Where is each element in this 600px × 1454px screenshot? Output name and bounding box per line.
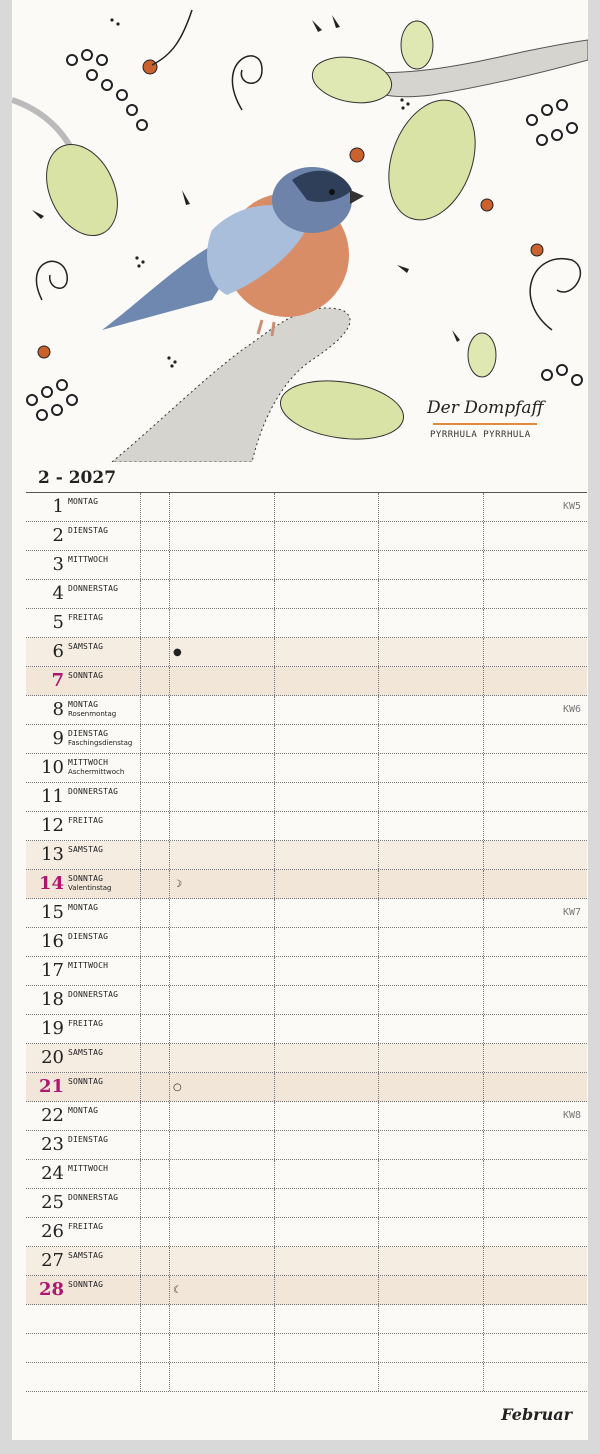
day-number: 12 [41,815,64,836]
day-number: 4 [52,583,64,604]
column-divider [140,928,141,956]
day-number: 24 [41,1163,64,1184]
day-number: 13 [41,844,64,865]
day-number: 3 [52,554,64,575]
day-rows [26,493,587,1392]
column-divider [483,899,484,927]
day-row[interactable] [26,522,587,551]
weekday-name: SONNTAG [68,874,104,883]
column-divider [378,928,379,956]
column-divider [378,1276,379,1304]
column-divider [483,1305,484,1333]
column-divider [378,667,379,695]
column-divider [378,1247,379,1275]
column-divider [483,551,484,579]
column-divider [483,1015,484,1043]
day-row[interactable] [26,1044,587,1073]
column-divider [140,1131,141,1159]
column-divider [140,638,141,666]
weekday-name: SONNTAG [68,1077,104,1086]
column-divider [274,1218,275,1246]
column-divider [140,696,141,724]
column-divider [140,493,141,521]
column-divider [274,667,275,695]
moon-phase-icon: ○ [173,1082,182,1093]
column-divider [483,957,484,985]
day-row[interactable] [26,638,587,667]
weekday-name: DIENSTAG [68,729,109,738]
day-number: 19 [41,1018,64,1039]
column-divider [140,1305,141,1333]
column-divider [483,841,484,869]
day-number: 1 [52,496,64,517]
day-row[interactable] [26,725,587,754]
column-divider [378,783,379,811]
column-divider [378,1189,379,1217]
column-divider [378,957,379,985]
column-divider [483,725,484,753]
week-number: KW7 [562,907,581,918]
column-divider [140,1247,141,1275]
column-divider [378,638,379,666]
column-divider [169,1015,170,1043]
day-row[interactable] [26,493,587,522]
column-divider [169,957,170,985]
column-divider [169,754,170,782]
species-title: Der Dompfaff [427,398,544,418]
moon-phase-icon: ☾ [173,1285,182,1296]
column-divider [274,1334,275,1362]
column-divider [169,638,170,666]
column-divider [378,580,379,608]
column-divider [483,1160,484,1188]
column-divider [483,1247,484,1275]
column-divider [274,609,275,637]
weekday-name: DIENSTAG [68,1135,109,1144]
column-divider [483,1334,484,1362]
column-divider [169,1189,170,1217]
weekday-name: SAMSTAG [68,845,104,854]
column-divider [483,1276,484,1304]
column-divider [140,1218,141,1246]
column-divider [140,1363,141,1391]
column-divider [483,783,484,811]
column-divider [378,899,379,927]
column-divider [483,1363,484,1391]
day-row[interactable] [26,899,587,928]
month-label: 2 - 2027 [38,468,117,488]
weekday-name: MONTAG [68,497,99,506]
column-divider [169,1160,170,1188]
weekday-name: SAMSTAG [68,1048,104,1057]
column-divider [483,609,484,637]
column-divider [140,1102,141,1130]
column-divider [274,725,275,753]
column-divider [274,899,275,927]
column-divider [140,667,141,695]
column-divider [483,1218,484,1246]
column-divider [169,667,170,695]
column-divider [274,638,275,666]
column-divider [378,841,379,869]
weekday-name: MONTAG [68,903,99,912]
column-divider [140,754,141,782]
column-divider [274,870,275,898]
column-divider [169,1073,170,1101]
column-divider [378,870,379,898]
species-latin-name: PYRRHULA PYRRHULA [430,430,531,440]
day-row[interactable] [26,1131,587,1160]
day-row[interactable] [26,667,587,696]
day-number: 22 [41,1105,64,1126]
holiday-name: Faschingsdienstag [68,739,133,747]
calendar-grid [26,464,587,1392]
day-number: 20 [41,1047,64,1068]
column-divider [274,986,275,1014]
day-row[interactable] [26,1276,587,1305]
column-divider [169,580,170,608]
day-number: 25 [41,1192,64,1213]
column-divider [140,580,141,608]
holiday-name: Aschermittwoch [68,768,125,776]
column-divider [274,1102,275,1130]
weekday-name: FREITAG [68,816,104,825]
day-row[interactable] [26,1218,587,1247]
weekday-name: FREITAG [68,1222,104,1231]
day-row[interactable] [26,1015,587,1044]
column-divider [483,493,484,521]
day-row[interactable] [26,928,587,957]
column-divider [378,1131,379,1159]
column-divider [140,1334,141,1362]
weekday-name: FREITAG [68,613,104,622]
column-divider [169,1044,170,1072]
calendar-page [12,0,588,1440]
day-row[interactable] [26,870,587,899]
column-divider [274,1247,275,1275]
column-divider [140,870,141,898]
day-row[interactable] [26,754,587,783]
column-divider [140,957,141,985]
weekday-name: DIENSTAG [68,526,109,535]
column-divider [140,1073,141,1101]
bullfinch-illustration [12,0,588,462]
day-number: 10 [41,757,64,778]
day-row[interactable] [26,551,587,580]
column-divider [483,696,484,724]
day-number: 6 [52,641,64,662]
column-divider [378,1218,379,1246]
column-divider [140,783,141,811]
column-divider [378,1015,379,1043]
day-row[interactable] [26,1073,587,1102]
column-divider [274,783,275,811]
weekday-name: DONNERSTAG [68,1193,119,1202]
column-divider [274,1189,275,1217]
column-divider [140,609,141,637]
column-divider [274,1363,275,1391]
column-divider [169,1363,170,1391]
day-row[interactable] [26,1102,587,1131]
day-row[interactable] [26,841,587,870]
day-number: 11 [41,786,64,807]
column-divider [274,1160,275,1188]
day-number: 16 [41,931,64,952]
column-divider [169,812,170,840]
day-row[interactable] [26,609,587,638]
column-divider [378,1334,379,1362]
weekday-name: MONTAG [68,1106,99,1115]
column-divider [378,1363,379,1391]
column-divider [483,754,484,782]
column-divider [169,1218,170,1246]
column-divider [378,609,379,637]
day-number: 17 [41,960,64,981]
column-divider [378,812,379,840]
day-number: 18 [41,989,64,1010]
column-divider [483,812,484,840]
column-divider [169,551,170,579]
holiday-name: Valentinstag [68,884,112,892]
day-row[interactable] [26,812,587,841]
column-divider [140,1276,141,1304]
day-number: 21 [38,1076,64,1097]
column-divider [378,1305,379,1333]
column-divider [378,696,379,724]
day-number: 23 [41,1134,64,1155]
column-divider [378,551,379,579]
weekday-name: SONNTAG [68,1280,104,1289]
week-number: KW8 [562,1110,581,1121]
day-row[interactable] [26,1247,587,1276]
column-divider [274,841,275,869]
column-divider [483,1044,484,1072]
weekday-name: DONNERSTAG [68,584,119,593]
column-divider [169,696,170,724]
column-divider [140,1015,141,1043]
column-divider [169,899,170,927]
caption-divider [433,423,537,425]
column-divider [140,725,141,753]
column-divider [140,1189,141,1217]
calendar-header [26,464,587,493]
day-number: 14 [38,873,64,894]
column-divider [169,609,170,637]
day-number: 26 [41,1221,64,1242]
weekday-name: FREITAG [68,1019,104,1028]
day-row[interactable] [26,696,587,725]
moon-phase-icon: ● [173,647,182,658]
column-divider [140,1160,141,1188]
day-row[interactable] [26,783,587,812]
day-row[interactable] [26,1189,587,1218]
footer-month-name: Februar [501,1405,572,1424]
column-divider [378,1102,379,1130]
column-divider [140,841,141,869]
column-divider [274,551,275,579]
column-divider [169,870,170,898]
moon-phase-icon: ☽ [173,879,182,890]
day-number: 9 [52,728,64,749]
column-divider [378,1044,379,1072]
column-divider [274,1044,275,1072]
blank-row[interactable] [26,1305,587,1334]
column-divider [378,522,379,550]
column-divider [169,1305,170,1333]
column-divider [169,783,170,811]
column-divider [378,1160,379,1188]
column-divider [274,522,275,550]
weekday-name: DIENSTAG [68,932,109,941]
day-row[interactable] [26,1160,587,1189]
column-divider [169,522,170,550]
column-divider [169,986,170,1014]
holiday-name: Rosenmontag [68,710,117,718]
column-divider [378,1073,379,1101]
column-divider [378,493,379,521]
day-number: 2 [52,525,64,546]
column-divider [483,870,484,898]
column-divider [140,551,141,579]
column-divider [274,1015,275,1043]
column-divider [169,1247,170,1275]
week-number: KW6 [562,704,581,715]
column-divider [274,696,275,724]
column-divider [140,1044,141,1072]
day-row[interactable] [26,957,587,986]
column-divider [169,1334,170,1362]
weekday-name: MITTWOCH [68,758,109,767]
column-divider [483,1102,484,1130]
weekday-name: DONNERSTAG [68,787,119,796]
column-divider [274,754,275,782]
column-divider [483,522,484,550]
day-row[interactable] [26,986,587,1015]
column-divider [169,841,170,869]
day-row[interactable] [26,580,587,609]
column-divider [483,1189,484,1217]
day-number: 27 [41,1250,64,1271]
column-divider [274,957,275,985]
column-divider [274,1276,275,1304]
column-divider [483,986,484,1014]
column-divider [483,580,484,608]
column-divider [274,1131,275,1159]
day-number: 8 [52,699,64,720]
weekday-name: MITTWOCH [68,961,109,970]
column-divider [274,580,275,608]
column-divider [140,899,141,927]
column-divider [140,812,141,840]
blank-row[interactable] [26,1363,587,1392]
column-divider [169,928,170,956]
day-number: 28 [38,1279,64,1300]
column-divider [169,493,170,521]
week-number: KW5 [562,501,581,512]
weekday-name: DONNERSTAG [68,990,119,999]
column-divider [483,1131,484,1159]
column-divider [274,1073,275,1101]
column-divider [169,725,170,753]
column-divider [274,493,275,521]
column-divider [378,754,379,782]
weekday-name: SAMSTAG [68,1251,104,1260]
column-divider [274,1305,275,1333]
weekday-name: SAMSTAG [68,642,104,651]
day-number: 5 [52,612,64,633]
column-divider [169,1131,170,1159]
column-divider [483,638,484,666]
blank-row[interactable] [26,1334,587,1363]
column-divider [140,986,141,1014]
weekday-name: MONTAG [68,700,99,709]
day-number: 15 [41,902,64,923]
column-divider [378,725,379,753]
column-divider [483,928,484,956]
column-divider [140,522,141,550]
column-divider [169,1102,170,1130]
weekday-name: MITTWOCH [68,555,109,564]
weekday-name: MITTWOCH [68,1164,109,1173]
column-divider [274,928,275,956]
column-divider [169,1276,170,1304]
column-divider [274,812,275,840]
column-divider [378,986,379,1014]
column-divider [483,1073,484,1101]
weekday-name: SONNTAG [68,671,104,680]
column-divider [483,667,484,695]
day-number: 7 [51,670,64,691]
